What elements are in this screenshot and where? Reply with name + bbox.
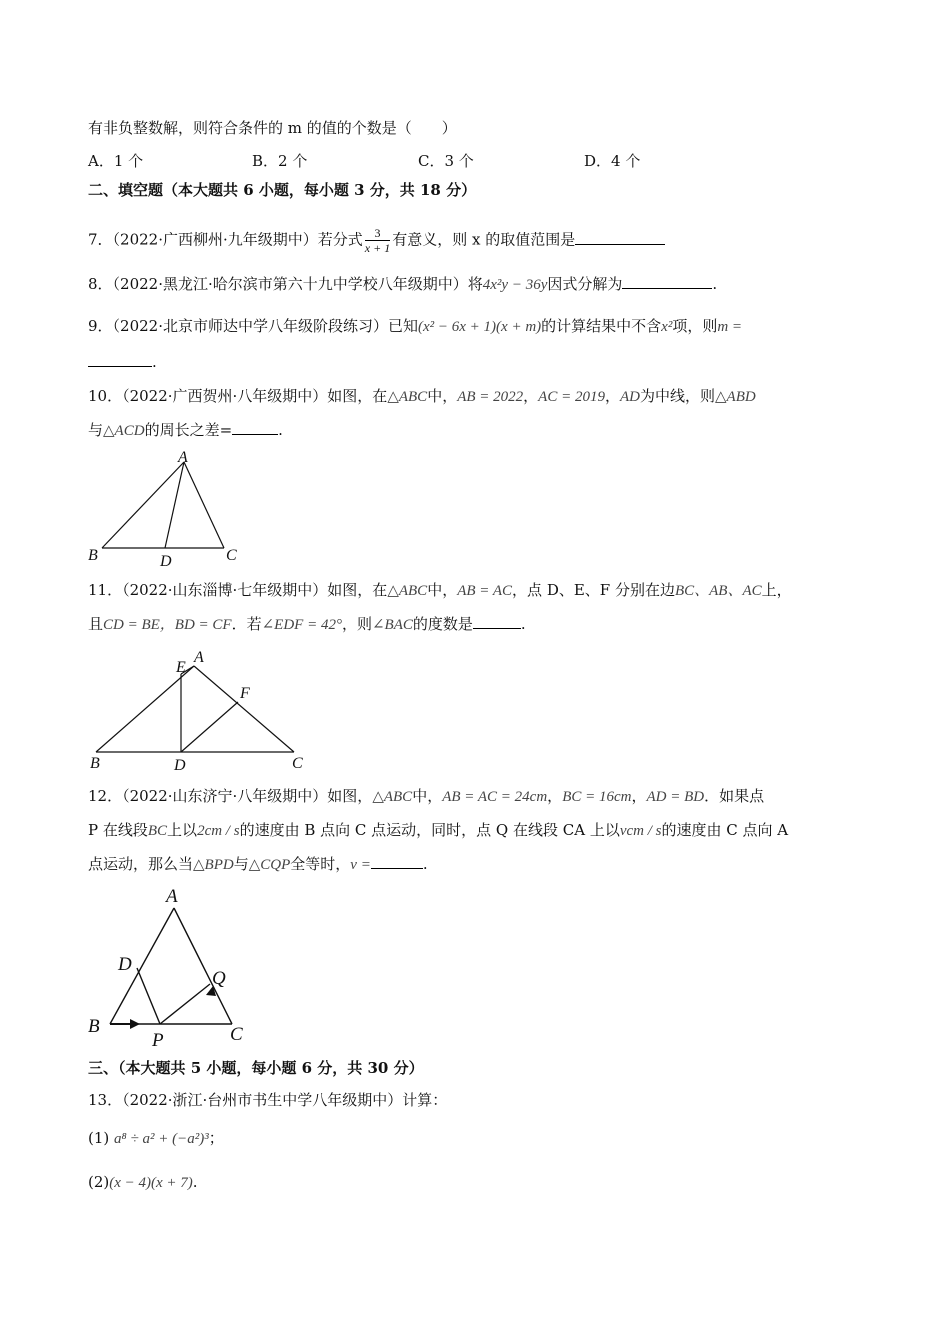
q12-mid1: 中， xyxy=(412,787,443,805)
q11-line2c: ，则 xyxy=(341,615,372,633)
q10-number: 10． xyxy=(88,387,123,405)
q8-source: （2022·黑龙江·哈尔滨市第六十九中学校八年级期中）将 xyxy=(112,275,483,293)
q13-part2-label: (2) xyxy=(88,1173,110,1191)
q9-answer-line xyxy=(88,352,157,372)
q12-line2d: 的速度由 C 点向 A xyxy=(661,821,789,839)
q10-sep: ， xyxy=(523,387,539,405)
q6-option-c: C．3 个 xyxy=(418,152,474,170)
q11-source: （2022·山东淄博·七年级期中）如图，在 xyxy=(122,581,388,599)
q11-label-b: B xyxy=(90,755,100,772)
q9-term: x² xyxy=(661,319,673,335)
q12-line2a: P 在线段 xyxy=(88,821,148,839)
q8-expression: 4x²y − 36y xyxy=(482,277,548,293)
q12-line3c: 全等时， xyxy=(290,855,351,873)
q11-figure xyxy=(80,644,320,774)
q11-mid2: ，点 D、E、F 分别在边 xyxy=(512,581,675,599)
q7-after: 有意义，则 x 的取值范围是 xyxy=(392,230,576,249)
q7-frac-numerator: 3 xyxy=(365,226,390,241)
question-10-line2 xyxy=(88,420,283,441)
section-3-heading: 三、（本大题共 5 小题，每小题 6 分，共 30 分） xyxy=(88,1059,424,1077)
q13-part-2 xyxy=(88,1172,198,1193)
q12-bc: BC = 16cm xyxy=(562,789,632,805)
q13-part2-end: . xyxy=(192,1173,198,1191)
q12-bc2: BC xyxy=(147,823,168,839)
question-8 xyxy=(88,274,717,295)
q9-answer-blank[interactable] xyxy=(88,352,152,367)
q12-ad-bd: AD = BD xyxy=(646,789,705,805)
q13-number: 13． xyxy=(88,1091,123,1109)
q13-part1-expression: a⁸ ÷ a² + (−a²)³ xyxy=(114,1131,209,1147)
q12-answer-blank[interactable] xyxy=(371,854,423,869)
q10-triangle: △ABC xyxy=(387,389,428,405)
q9-source: （2022·北京市师达中学八年级阶段练习）已知 xyxy=(112,317,418,335)
q11-number: 11． xyxy=(88,581,123,599)
q11-mid3: 上， xyxy=(761,581,792,599)
question-10 xyxy=(88,386,756,407)
q10-end: . xyxy=(278,421,283,439)
q8-number: 8． xyxy=(88,275,113,293)
q11-label-d: D xyxy=(174,757,186,774)
q10-ab: AB = 2022 xyxy=(457,389,524,405)
question-11-line2 xyxy=(88,614,526,635)
q12-mid2: ．如果点 xyxy=(704,787,765,805)
q10-figure xyxy=(80,448,250,572)
q11-line2d: 的度数是 xyxy=(412,615,473,633)
q11-angle: ∠EDF = 42° xyxy=(261,617,342,633)
q9-after: 项，则 xyxy=(672,317,718,335)
question-11 xyxy=(88,580,792,601)
q12-number: 12． xyxy=(88,787,123,805)
q12-v-speed: vcm / s xyxy=(619,823,662,839)
q9-mid: 的计算结果中不含 xyxy=(541,317,662,335)
q10-sep2: ， xyxy=(604,387,620,405)
q12-v-equals: v = xyxy=(350,857,371,873)
q11-label-f: F xyxy=(240,685,250,702)
q9-end: . xyxy=(152,353,157,371)
q12-figure xyxy=(82,880,262,1050)
q10-mid2: 为中线，则 xyxy=(639,387,715,405)
q11-sides: BC、AB、AC xyxy=(674,583,762,599)
q6-text: 有非负整数解，则符合条件的 m 的值的个数是（ ） xyxy=(88,119,457,137)
q11-label-a: A xyxy=(194,649,204,666)
q12-label-b: B xyxy=(88,1016,100,1037)
q8-answer-blank[interactable] xyxy=(622,274,712,289)
question-13 xyxy=(88,1090,447,1110)
q12-label-d: D xyxy=(118,954,132,975)
q12-label-a: A xyxy=(166,886,178,907)
q12-line3b: 与 xyxy=(233,855,249,873)
q10-label-a: A xyxy=(178,449,188,466)
q10-label-c: C xyxy=(226,547,237,564)
q13-part2-expression: (x − 4)(x + 7) xyxy=(109,1175,193,1191)
q7-number: 7． xyxy=(88,230,113,249)
q10-mid1: 中， xyxy=(427,387,458,405)
q8-after: 因式分解为 xyxy=(547,275,623,293)
q11-end: . xyxy=(520,615,526,633)
q10-ad: AD xyxy=(619,389,640,405)
question-7 xyxy=(88,226,665,255)
q12-label-c: C xyxy=(230,1024,243,1045)
q12-sep: ， xyxy=(547,787,563,805)
q11-condition: CD = BE，BD = CF xyxy=(103,617,232,633)
q13-part1-label: (1) xyxy=(88,1129,110,1147)
q6-option-a: A．1 个 xyxy=(88,152,144,170)
q11-answer-blank[interactable] xyxy=(473,614,521,629)
q12-line2c: 的速度由 B 点向 C 点运动，同时，点 Q 在线段 CA 上以 xyxy=(239,821,620,839)
q12-speed: 2cm / s xyxy=(197,823,240,839)
q7-frac-denominator: x + 1 xyxy=(364,241,391,255)
q10-label-d: D xyxy=(160,553,172,570)
q11-ab-ac: AB = AC xyxy=(457,583,513,599)
q12-ab-ac: AB = AC = 24cm xyxy=(442,789,548,805)
q10-answer-blank[interactable] xyxy=(232,420,278,435)
section-2-heading: 二、填空题（本大题共 6 小题，每小题 3 分，共 18 分） xyxy=(88,181,477,199)
q12-source: （2022·山东济宁·八年级期中）如图， xyxy=(122,787,373,805)
q8-end: . xyxy=(712,275,718,293)
q12-bpd: △BPD xyxy=(193,857,234,873)
q9-expression: (x² − 6x + 1)(x + m) xyxy=(418,319,542,335)
q10-ac: AC = 2019 xyxy=(538,389,605,405)
q10-source: （2022·广西贺州·八年级期中）如图，在 xyxy=(122,387,388,405)
q9-number: 9． xyxy=(88,317,113,335)
q12-line3a: 点运动，那么当 xyxy=(88,855,194,873)
question-9 xyxy=(88,316,742,337)
q11-mid1: 中， xyxy=(427,581,458,599)
q7-answer-blank[interactable] xyxy=(575,230,665,245)
q7-source: （2022·广西柳州·九年级期中）若分式 xyxy=(112,230,363,249)
q12-label-p: P xyxy=(152,1030,164,1050)
q13-part-1 xyxy=(88,1128,224,1149)
q11-bac: ∠BAC xyxy=(371,617,413,633)
q13-part1-end: ； xyxy=(208,1129,224,1147)
question-12 xyxy=(88,786,764,807)
q10-abd: △ABD xyxy=(715,389,756,405)
question-12-line3 xyxy=(88,854,428,875)
q9-m-equals: m = xyxy=(717,319,743,335)
q12-line2b: 上以 xyxy=(167,821,198,839)
q10-label-b: B xyxy=(88,547,98,564)
q11-label-e: E xyxy=(176,659,186,676)
q12-label-q: Q xyxy=(212,968,226,989)
q11-label-c: C xyxy=(292,755,303,772)
question-12-line2 xyxy=(88,820,788,841)
q13-source: （2022·浙江·台州市书生中学八年级期中）计算： xyxy=(122,1091,448,1109)
q6-option-d: D．4 个 xyxy=(584,152,641,170)
q6-option-b: B．2 个 xyxy=(252,152,308,170)
q10-acd: △ACD xyxy=(103,423,145,439)
q12-cqp: △CQP xyxy=(248,857,291,873)
q11-line2b: ．若 xyxy=(231,615,262,633)
q7-fraction xyxy=(365,226,390,255)
q12-end: . xyxy=(422,855,428,873)
q11-line2a: 且 xyxy=(88,615,104,633)
q10-line2b: 的周长之差= xyxy=(144,421,233,439)
q11-triangle: △ABC xyxy=(387,583,428,599)
q12-sep2: ， xyxy=(631,787,647,805)
q10-line2a: 与 xyxy=(88,421,104,439)
q12-triangle: △ABC xyxy=(372,789,413,805)
